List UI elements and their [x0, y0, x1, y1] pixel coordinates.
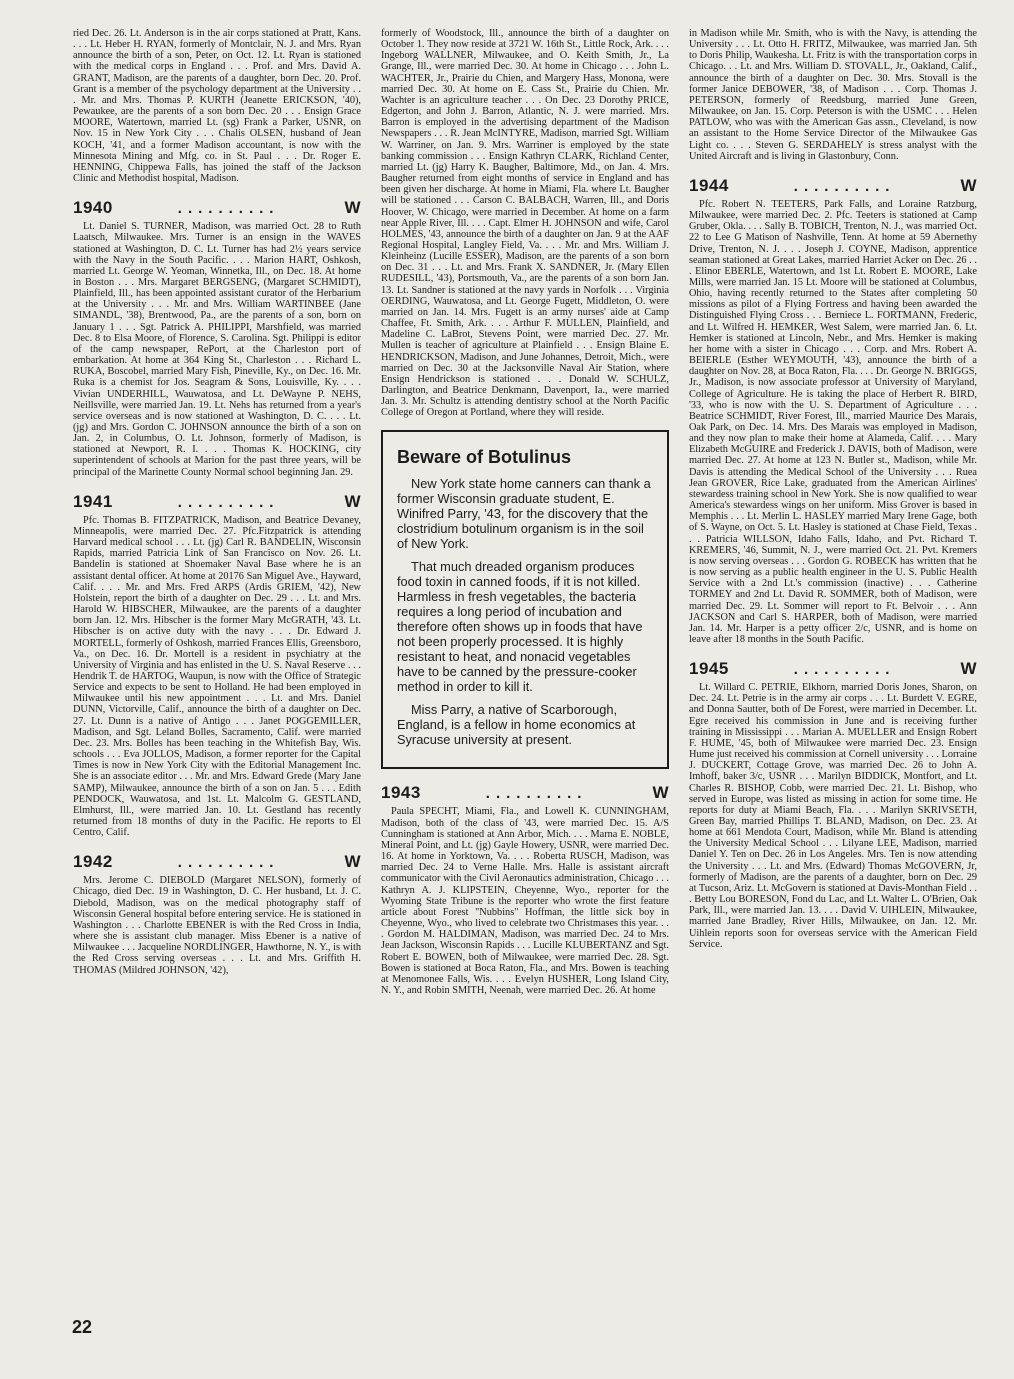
sidebar-box-botulinus: [381, 430, 669, 769]
page-number: 22: [72, 1317, 93, 1337]
w-mark: W: [960, 659, 977, 679]
class-heading-1944: [689, 176, 977, 197]
class-year: 1944: [689, 175, 729, 195]
class-heading-1943: [381, 783, 669, 804]
box-paragraph-3: Miss Parry, a native of Scarborough, England, is a fellow in home economics at Syracuse university at present.: [397, 702, 636, 748]
class-notes-1942-continued: formerly of Woodstock, Ill., announce the birth of a daughter on October 1. They now reside at 3721 W. 16th St., Little Rock, Ark. . . . Ingeborg WALLNER, Milwaukee, and O. Keith Smith, Jr., La Grange, Ill., were married Dec. 30. At home in Chicago . . . John L. WACHTER, Jr., Prairie du Chien, and Margery Hass, Monona, were married Dec. 30. At home on E. Cass St., Prairie du Chien. Mr. Wachter is an agriculture teacher . . . On Dec. 23 Dorothy PRICE, Edgerton, and John J. Barron, Atlantic, N. J. were married. Mrs. Barron is employed in the advertising department of the Madison Newspapers . . . R. Jean McINTYRE, Madison, married Sgt. William W. Warriner, on Jan. 9. Mrs. Warriner is employed by the state banking commission . . . Ensign Kathryn CLARK, Richland Center, married Lt. (jg) Harry K. Baugher, Baltimore, Md., on Jan. 4. Mrs. Baugher returned from eight months of service in England and has been given her discharge. At home in Miami, Fla. where Lt. Baugher will be stationed . . . Carson C. BALBACH, Warren, Ill., and Doris Hoover, W. Chicago, were married in December. At home on a farm near Apple River, Ill. . . . Capt. Elmer H. JOHNSON and wife, Carol HOLMES, '43, announce the birth of a daughter on Jan. 9 at the AAF Regional Hospital, Langley Field, Va. . . . Mr. and Mrs. William J. Kleinheinz (Lucille ESSER), Madison, are the parents of a son born on Dec. 31 . . . Lt. and Mrs. Frank X. SANDNER, Jr. (Mary Ellen RUDESILL, '43), Portsmouth, Va., are the parents of a son born Jan. 13. Lt. Sandner is stationed at the navy yards in Norfolk . . . Virginia OERDING, Wauwatosa, and Lt. George Fugett, Middleton, O. were married on Jan. 14. Mrs. Fugett is an army nurses' aide at Camp Chaffee, Ft. Smith, Ark. . . . Arthur F. MULLEN, Plainfield, and Madeline C. LaBrot, Stevens Point, were married Dec. 27. Mr. Mullen is teacher of agriculture at Plainfield . . . Ensign Blaine E. HENDRICKSON, Madison, and June Johannes, Detroit, Mich., were married on Dec. 30 at the Jacksonville Naval Air Station, where Ensign Hendrickson is stationed . . . Donald W. SCHULZ, Darlington, and Beatrice Denkmann, Davenport, Ia., were married Jan. 3. Mr. Schultz is attending dentistry school at the North Pacific College of Oregon at Portland, where they will reside.: [381, 28, 669, 419]
w-mark: W: [960, 175, 977, 195]
box-paragraph-2: That much dreaded organism produces food toxin in canned foods, if it is not killed. Harmless in fresh vegetables, the bacteria requires a long period of incubation and therefore often shows up in foods that have not been properly processed. It is highly resistant to heat, and nonacid vegetables have to be canned by the pressure-cooker method in order to kill it.: [397, 559, 643, 695]
class-notes-1945: Lt. Willard C. PETRIE, Elkhorn, married Doris Jones, Sharon, on Dec. 24. Lt. Petrie is in the army air corps . . . Lt. Burdett V. EGRE, and Donna Sautter, both of De Forest, were married in December. Lt. Egre received his commission in June and is receiving further training in Mississippi . . . Marian A. MUELLER and Ensign Robert F. HUME, '45, both of Milwaukee were married Dec. 23. Ensign Hume just received his commission at Cornell university . . . Lorraine J. DUCKERT, Cottage Grove, was married Dec. 26 to John A. Imhoff, baker 3/c, USNR . . . Marilyn BIDDICK, Montfort, and Lt. Charles R. BISHOP, Cobb, were married Dec. 21. Lt. Bishop, who served in Europe, was listed as missing in action for some time. He reports for duty at Miami Beach, Fla. . . . Marilyn SKRIVSETH, Green Bay, married Phillips T. BLAND, Madison, on Dec. 23. At home at 661 Mendota Court, Madison, while Mr. Bland is attending the University Medical School . . . Lilyane LEE, Madison, married Daniel Y. Ten on Dec. 26 in Los Angeles. Mrs. Ten is now attending the University . . . Lt. and Mrs. (Edward) Thomas McGOVERN, Jr, formerly of Madison, are the parents of a daughter, born on Dec. 29 at Tucson, Ariz. Lt. McGovern is stationed at Davis-Monthan Field . . . Betty Lou BORESON, Fond du Lac, and Lt. Walter L. O'Brien, Oak Park, Ill., were married Jan. 13. . . . David V. UIHLEIN, Milwaukee, married Jane Bradley, River Hills, Milwaukee, on Jan. 12. Mr. Uihlein reports soon for overseas service with the American Field Service.: [689, 682, 977, 950]
box-paragraph-1: New York state home canners can thank a former Wisconsin graduate student, E. Winifred Parry, '43, for the discovery that the clostridium botulinum organism is in the soil of New York.: [397, 476, 651, 552]
heading-dots: ..........: [177, 854, 280, 872]
w-mark: W: [344, 491, 361, 511]
class-heading-1940: [73, 198, 361, 219]
column-1: [73, 28, 361, 976]
class-heading-1941: [73, 492, 361, 513]
class-year: 1941: [73, 491, 113, 511]
w-mark: W: [344, 852, 361, 872]
heading-dots: ..........: [485, 785, 588, 803]
class-year: 1945: [689, 659, 729, 679]
class-notes-1944: Pfc. Robert N. TEETERS, Park Falls, and Loraine Ratzburg, Milwaukee, were married Dec. 2. Pfc. Teeters is stationed at Camp Gruber, Okla. . . . Sally B. TOBICH, Trenton, N. J., was married Oct. 22 to Lee G Matison of Nashville, Tenn. At home at 59 Abernethy Drive, Trenton, N. J. . . . Joseph J. COYNE, Madison, apprentice seaman stationed at Great Lakes, married Harriet Acker on Dec. 26 . . . Elinor EBERLE, Watertown, and 1st Lt. Robert E. MOORE, Lake Mills, were married Jan. 15 Lt. Moore will be stationed at Columbus, Ohio, having recently returned to the States after completing 50 missions as pilot of a Flying Fortress and having been awarded the Distinguished Flying Cross . . . Berniece L. FORTMANN, Frederic, and Lt. Wilfred H. HEMKER, West Salem, were married Jan. 6. Lt. Hemker is stationed at Lincoln, Nebr., and Mrs. Hemker is making her home with a sister in Chicago . . . Corp. and Mrs. Robert A. BEIERLE (Esther WEYMOUTH, '43), announce the birth of a daughter on Nov. 28, at Boca Raton, Fla. . . . Dr. George N. BRIGGS, Jr., Madison, is now associate professor at University of Maryland, College of Agriculture. He is taking the place of Herbert R. BIRD, '33, who is now with the U. S. Department of Agriculture . . . Beatrice SCHMIDT, River Forest, Ill., married Maurice Des Marais, Oak Park, on Dec. 14. Mrs. Des Marais was employed in Madison, and they now plan to make their home at Alameda, Calif. . . . Mary Elizabeth McGUIRE and Frederick J. DAVIS, both of Madison, were married Dec. 27. At home at 123 N. Butler st., Madison, while Mr. Davis is attending the Medical School of the University . . . Ruea Jean GROVER, Rice Lake, graduated from the American Airlines' stewardess training school in New York. She is now qualified to wear America's stewardess wings on her uniform. Miss Grover is based in Memphis . . . Lt. Merlin L. HASLEY married Mary Irene Gage, both of S. Wayne, on Oct. 5. Lt. Hasley is stationed at Chase Field, Texas . . . Patricia WILLSON, Idaho Falls, Idaho, and Pvt. Richard T. KREMERS, '46, Summit, N. J., were married Oct. 21. Pvt. Kremers is now serving overseas . . . Gordon G. ROBECK has written that he is now serving as a public health engineer in the U. S. Public Health Service with a 2nd Lt.'s commission (inactive) . . . Catherine TORMEY and 2nd Lt. David R. SOMMER, both of Madison, were married Dec. 29. Lt. Sommer will report to Ft. Belvoir . . . Ann JACKSON and Carl S. HARPER, both of Madison, were married Jan. 14. Mr. Harper is a petty officer 2/c, USNR, and is home on leave after 18 months in the South Pacific.: [689, 198, 977, 645]
column-2: [381, 28, 669, 996]
w-mark: W: [652, 783, 669, 803]
box-title: Beware of Botulinus: [397, 447, 572, 468]
heading-dots: ..........: [177, 493, 280, 511]
class-notes-1943: Paula SPECHT, Miami, Fla., and Lowell K. CUNNINGHAM, Madison, both of the class of '43, were married Dec. 15. A/S Cunningham is stationed at Ann Arbor, Mich. . . . Marna E. NOBLE, Mineral Point, and Lt. (jg) Gayle Howery, USNR, were married Dec. 16. At home in Yorktown, Va. . . . Roberta RUSCH, Madison, was married Dec. 24 to Verne Halle. Mrs. Halle is assistant aircraft communicator with the Civil Aeronautics administration, Chicago . . . Kathryn A. J. KLIPSTEIN, Cheyenne, Wyo., reporter for the Wyoming State Tribune is the reporter who wrote the first feature article about Forest "Nubbins" Hoffman, the little sick boy in Cheyenne, Wyo., who lived to celebrate two Christmases this year. . . . Gordon M. HALDIMAN, Madison, was married Dec. 24 to Mrs. Jean Jackson, Wisconsin Rapids . . . Lucille KLUBERTANZ and Sgt. Robert E. BOWEN, both of Milwaukee, were married Dec. 28. Sgt. Bowen is stationed at Boca Raton, Fla., and Mrs. Bowen is teaching at Menomonee Falls, Wis. . . . Evelyn HUSHER, Long Island City, N. Y., and Robin SMITH, Neenah, were married Dec. 26. At home: [381, 806, 669, 996]
class-year: 1942: [73, 852, 113, 872]
class-year: 1943: [381, 783, 421, 803]
class-heading-1945: [689, 659, 977, 680]
class-notes-intro: ried Dec. 26. Lt. Anderson is in the air corps stationed at Pratt, Kans. . . . Lt. Heber H. RYAN, formerly of Montclair, N. J. and Mrs. Ryan announce the birth of a son, Peter, on Oct. 12. Lt. Ryan is stationed with the medical corps in England . . . Prof. and Mrs. David A. GRANT, Madison, are the parents of a daughter, born Dec. 20. Prof. Grant is a member of the psychology department at the University . . . Mr. and Mrs. Thomas P. KURTH (Jeanette ERICKSON, '40), Pewaukee, are the parents of a son born Dec. 20 . . . Ensign Grace MOORE, Watertown, married Lt. (sg) Frank a Parker, USNR, on Nov. 15 in New York City . . . Chalis OLSEN, husband of Jean KOCH, '41, and a former Madison accountant, is now with the Minnesota Mining and Mfg. co. in St. Paul . . . Dr. Roger E. HENNING, Chippewa Falls, has joined the staff of the Jackson Clinic and Methodist hospital, Madison.: [73, 28, 361, 185]
class-year: 1940: [73, 198, 113, 218]
class-notes-1943-continued: in Madison while Mr. Smith, who is with the Navy, is attending the University . . . Lt. Otto H. FRITZ, Milwaukee, was married Jan. 5th to Doris Philip, Waukesha. Lt. Fritz is with the transportation corps in Chicago. . . Lt. and Mrs. William D. STOVALL, Jr., Oakland, Calif., announce the birth of a daughter on Dec. 30. Mrs. Stovall is the former Janice DEBOWER, '38, of Madison . . . Corp. Thomas J. PETERSON, formerly of Reedsburg, married June Green, Milwaukee, on Jan. 15. Corp. Peterson is with the USMC . . . Helen PATLOW, who was with the American Gas assn., Cleveland, is now an assistant to the Home Service Director of the Milwaukee Gas Light co. . . . Steven G. SERDAHELY is stress analyst with the United Aircraft and is living in Glastonbury, Conn.: [689, 28, 977, 162]
class-notes-1942: Mrs. Jerome C. DIEBOLD (Margaret NELSON), formerly of Chicago, died Dec. 19 in Washington, D. C. Her husband, Lt. J. C. Diebold, Madison, was on the medical photography staff of Wisconsin General hospital before entering service. He is stationed in Washington . . . Charlotte EBENER is with the Red Cross in India, where she is assistant club manager. Miss Ebener is a native of Milwaukee . . . Jacqueline NORDLINGER, Hawthorne, N. Y., is with the Red Cross serving overseas . . . Lt. and Mrs. Griffith H. THOMAS (Mildred JOHNSON, '42),: [73, 875, 361, 976]
class-heading-1942: [73, 852, 361, 873]
heading-dots: ..........: [177, 200, 280, 218]
heading-dots: ..........: [793, 661, 896, 679]
class-notes-1940: Lt. Daniel S. TURNER, Madison, was married Oct. 28 to Ruth Laatsch, Milwaukee. Mrs. Turner is an ensign in the WAVES stationed at Washington, D. C. Lt. Turner has had 2½ years service with the Navy in the South Pacific. . . . Marion HART, Oshkosh, married Lt. George W. Yeoman, Winnetka, Ill., on Dec. 18. At home in Boston . . . Mrs. Margaret BERGSENG, (Margaret SCHMIDT), Plainfield, Ill., has been appointed assistant curator of the Herbarium at the University . . . Mr. and Mrs. William WARTINBEE (Jane SIMANDL, '38), Brentwood, Pa., are the parents of a son, born on January 1 . . . Sgt. Patrick A. PHILIPPI, Marshfield, was married Dec. 8 to Elsa Moore, of Florence, S. Carolina. Sgt. Philippi is editor of the camp newspaper, RePort, at the Charleston port of embarkation. At home at 364 King St., Charleston . . . Richard L. RUKA, Boscobel, married Mary Fish, Pineville, Ky., on Dec. 16. Mr. Ruka is a chemist for Jos. Seagram & Sons, Louisville, Ky. . . . Vivian UNDERHILL, Wauwatosa, and Lt. DeWayne P. NEHS, Neillsville, were married Jan. 19. Lt. Nehs has returned from a year's service overseas and is now stationed at Washington, D. C. . . . Lt. (jg) and Mrs. Gordon C. JOHNSON announce the birth of a son on Jan. 2, in Columbus, O. Lt. Johnson, formerly of Madison, is stationed at Newport, R. I. . . . Thomas K. HOCKING, city superintendent of schools at Marion for the past three years, will be principal of the Marinette County Normal school beginning Jan. 29.: [73, 221, 361, 478]
column-3: [689, 28, 977, 950]
heading-dots: ..........: [793, 177, 896, 195]
w-mark: W: [344, 198, 361, 218]
class-notes-1941: Pfc. Thomas B. FITZPATRICK, Madison, and Beatrice Devaney, Minneapolis, were married Dec. 27. Pfc.Fitzpatrick is attending Harvard medical school . . . Lt. (jg) Carl R. BANDELIN, Wisconsin Rapids, married Patricia Link of San Francisco on Nov. 26. Lt. Bandelin is stationed at Shoemaker Naval Base where he is an assistant dental officer. At home at 20176 San Miguel Ave., Hayward, Calif. . . . Mr. and Mrs. Fred ARPS (Ardis GRIEM, '42), New Holstein, report the birth of a daughter on Dec. 29 . . . Lt. and Mrs. Harold W. HIBSCHER, Milwaukee, are the parents of a daughter born Jan. 12. Mrs. Hibscher is the former Mary McGRATH, '43. Lt. Hibscher is on active duty with the navy . . . Dr. Edward J. MORTELL, formerly of Oshkosh, married Frances Ellis, Greensboro, Va., on Dec. 16. Dr. Mortell is a resident in psychiatry at the University of Virginia and has enlisted in the U. S. Naval Reserve . . . Hendrik T. de HARTOG, Waupun, is now with the Office of Strategic Service and expects to be sent to Holland. He had been employed in Milwaukee until his new appointment . . . Lt. and Mrs. Daniel DUNN, Victorville, Calif., announce the birth of a daughter on Dec. 27. Lt. Dunn is a native of Antigo . . . Janet POGGEMILLER, Madison, and Sgt. Leland Bolles, Sacramento, Calif. were married Dec. 23. Mrs. Bolles has been teaching in the Whitefish Bay, Wis. schools . . . Eva JOLLOS, Madison, a former reporter for the Capital Times is now in New York City with the Editorial Management Inc. She is an associate editor . . . Mr. and Mrs. Edward Grede (Mary Jane SAMP), Milwaukee, announce the birth of a son on Jan. 5 . . . Edith PENDOCK, Wauwatosa, and 1st. Lt. Malcolm G. GESTLAND, Elmhurst, Ill., were married Jan. 10. Lt. Gestland has recently returned from 18 months of duty in the Pacific. He reports to El Centro, Calif.: [73, 514, 361, 839]
